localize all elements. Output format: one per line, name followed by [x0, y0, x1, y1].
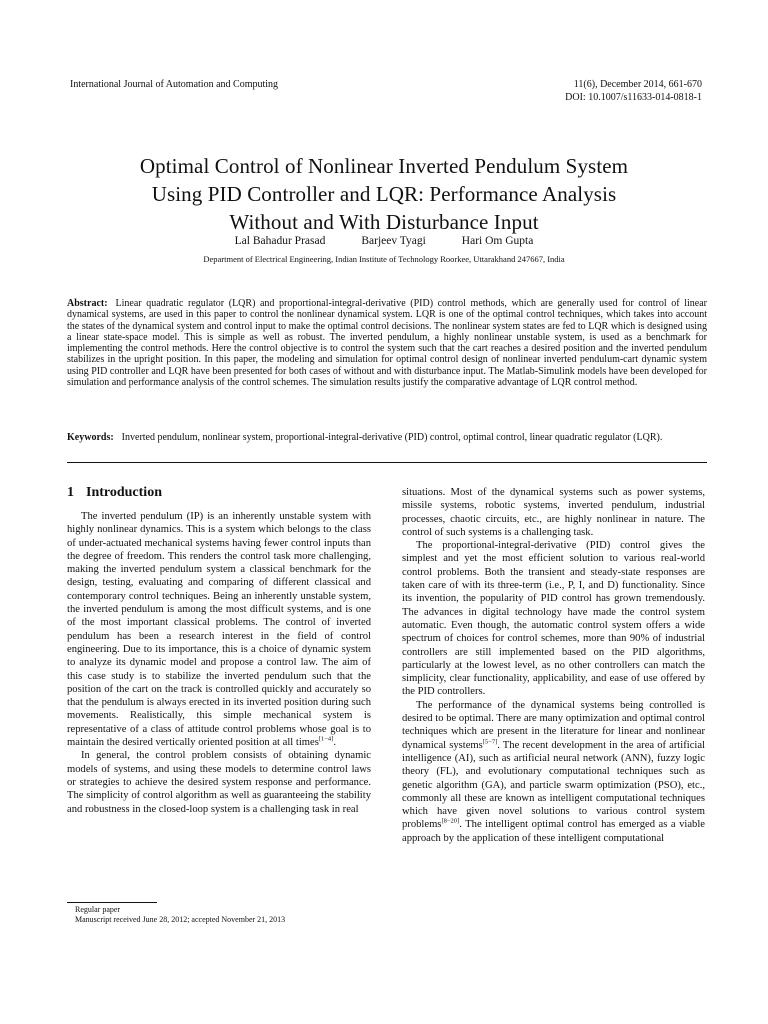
paragraph-text: . The intelligent optimal control has emerged as a viable approach by the application of these intelligent computational	[402, 819, 705, 844]
right-column	[402, 486, 705, 845]
title-line: Optimal Control of Nonlinear Inverted Pendulum System	[139, 154, 629, 179]
footnote-divider	[67, 902, 157, 903]
issue-volume: 11(6), December 2014, 661-670	[573, 79, 702, 90]
author: Barjeev Tyagi	[361, 235, 426, 247]
keywords	[67, 432, 707, 444]
section-divider	[67, 462, 707, 463]
running-header	[70, 78, 702, 104]
abstract-text: Linear quadratic regulator (LQR) and proportional-integral-derivative (PID) control methods, which are generally used for control of linear dynamical systems, are used in this paper to control the nonlinear dynamical system. LQR is one of the optimal control techniques, which takes into account the states of the dynamical system and control input to make the optimal control decisions. The nonlinear system states are fed to LQR which is designed using a linear state-space model. This is simple as well as robust. The inverted pendulum, a highly nonlinear unstable system, is used as a benchmark for implementing the control methods. Here the control objective is to control the system such that the cart reaches a desired position and the inverted pendulum stabilizes in the upright position. In this paper, the modeling and simulation for optimal control design of nonlinear inverted pendulum-cart dynamic system using PID controller and LQR have been presented for both cases of without and with disturbance input. The Matlab-Simulink models have been developed for simulation and performance analysis of the control schemes. The simulation results justify the comparative advantage of LQR control method.	[67, 298, 707, 389]
section-title: Introduction	[86, 485, 162, 500]
citation: [1−4]	[318, 735, 334, 743]
paragraph-text: .	[333, 737, 336, 749]
issue-info	[565, 78, 702, 104]
author: Hari Om Gupta	[461, 235, 534, 247]
title-line: Using PID Controller and LQR: Performance Analysis	[151, 182, 617, 207]
abstract-label: Abstract:	[67, 298, 108, 309]
affiliation: Department of Electrical Engineering, Indian Institute of Technology Roorkee, Uttarakhand 247667, India	[203, 254, 565, 264]
title-line: Without and With Disturbance Input	[229, 210, 539, 235]
author: Lal Bahadur Prasad	[234, 235, 326, 247]
manuscript-dates: Manuscript received June 28, 2012; accepted November 21, 2013	[75, 914, 286, 924]
paragraph-text: The inverted pendulum (IP) is an inherently unstable system with highly nonlinear dynamics. This is a system which belongs to the class of under-actuated mechanical systems having fewer control inputs than the degree of freedom. This renders the control task more challenging, making the inverted pendulum system a classical benchmark for the design, testing, evaluating and comparing of different classical and contemporary control techniques. Being an inherently unstable system, the inverted pendulum is among the most difficult systems, and is one of the most important classical problems. The control of inverted pendulum has been a research interest in the field of control engineering. Due to its importance, this is a choice of dynamic system to analyze its dynamic model and propose a control law. The aim of this case study is to stabilize the inverted pendulum such that the position of the cart on the track is controlled quickly and accurately so that the pendulum is always erected in its inverted position during such movements. Realistically, this simple mechanical system is representative of a class of attitude control problems whose goal is to maintain the desired vertically oriented position at all times	[67, 511, 371, 749]
keywords-label: Keywords:	[67, 432, 114, 443]
paragraph-text: . The recent development in the area of artificial intelligence (AI), such as artificial neural network (ANN), fuzzy logic theory (FL), and evolutionary computational techniques such as genetic algorithm (GA), and particle swarm optimization (PSO), etc., commonly all these are known as intelligent computational techniques which have given novel solutions to various control system problems	[402, 739, 705, 831]
paper-title	[40, 152, 728, 236]
paragraph: In general, the control problem consists of obtaining dynamic models of systems, and using these models to determine control laws or strategies to achieve the desired system response and performance. The simplicity of control algorithm as well as guaranteeing the stability and robustness in the closed-loop system is a challenging task in real	[67, 750, 371, 815]
section-heading	[67, 486, 371, 500]
journal-name: International Journal of Automation and Computing	[70, 79, 279, 90]
left-column	[67, 486, 371, 816]
citation: [5−7]	[482, 738, 498, 746]
paragraph: The proportional-integral-derivative (PID) control gives the simplest and yet the most efficient solution to various real-world control problems. Both the transient and steady-state responses are taken care of with its three-term (i.e., P, I, and D) functionality. Since its invention, the popularity of PID control has grown tremendously. The advances in digital technology have made the control system automatic. Even though, the automatic control system offers a wide spectrum of choices for control schemes, more than 90% of industrial controllers are still implemented based on the PID algorithms, particularly at the lowest level, as no other controllers can match the simplicity, clear functionality, applicability, and ease of use offered by the PID controllers.	[402, 540, 705, 698]
paragraph	[67, 510, 371, 749]
citation: [8−20]	[441, 817, 460, 825]
paragraph: situations. Most of the dynamical systems such as power systems, missile systems, robotic systems, inverted pendulum, industrial processes, chaotic circuits, etc., are highly nonlinear in nature. The control of such systems is a challenging task.	[402, 487, 705, 538]
author-list	[0, 235, 768, 247]
footnotes	[75, 905, 285, 924]
paragraph-text: The performance of the dynamical systems being controlled is desired to be optimal. There are many optimization and optimal control techniques which are present in the literature for linear and nonlinear dynamical systems	[402, 699, 705, 751]
keywords-text: Inverted pendulum, nonlinear system, proportional-integral-derivative (PID) control, optimal control, linear quadratic regulator (LQR).	[121, 432, 663, 443]
paragraph	[402, 699, 705, 845]
abstract	[67, 298, 707, 388]
doi: DOI: 10.1007/s11633-014-0818-1	[565, 92, 702, 103]
paper-type: Regular paper	[75, 905, 121, 914]
section-number: 1	[67, 485, 74, 500]
